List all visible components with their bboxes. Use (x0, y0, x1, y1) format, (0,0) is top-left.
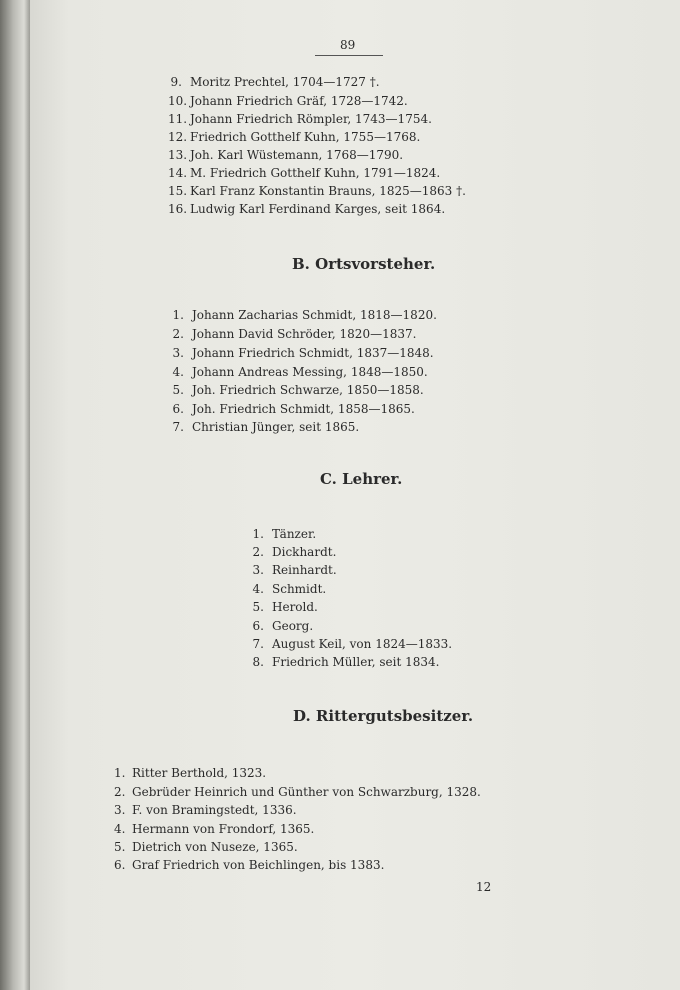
list-item: 7. Christian Jünger, seit 1865. (172, 420, 360, 434)
signature-mark: 12 (476, 880, 492, 894)
book-page (30, 0, 680, 990)
list-item: 15. Karl Franz Konstantin Brauns, 1825—1863 †. (168, 184, 466, 198)
list-item: 1. Ritter Berthold, 1323. (114, 766, 267, 780)
list-item: 13. Joh. Karl Wüstemann, 1768—1790. (168, 148, 404, 162)
list-item: 4. Johann Andreas Messing, 1848—1850. (172, 365, 428, 379)
list-item: 16. Ludwig Karl Ferdinand Karges, seit 1864. (168, 202, 446, 216)
list-item: 4. Hermann von Frondorf, 1365. (114, 822, 315, 836)
list-item: 10. Johann Friedrich Gräf, 1728—1742. (168, 94, 408, 108)
list-item: 2. Johann David Schröder, 1820—1837. (172, 327, 417, 341)
list-item: 2. Dickhardt. (252, 545, 337, 559)
section-b-heading: B. Ortsvorsteher. (292, 255, 436, 273)
list-item: 1. Johann Zacharias Schmidt, 1818—1820. (172, 308, 437, 322)
list-item: 3. F. von Bramingstedt, 1336. (114, 803, 297, 817)
list-item: 11. Johann Friedrich Römpler, 1743—1754. (168, 112, 432, 126)
list-item: 9. Moritz Prechtel, 1704—1727 †. (170, 75, 380, 89)
list-item: 8. Friedrich Müller, seit 1834. (252, 655, 440, 669)
section-c-heading: C. Lehrer. (320, 470, 403, 488)
list-item: 5. Herold. (252, 600, 318, 614)
list-item: 6. Joh. Friedrich Schmidt, 1858—1865. (172, 402, 415, 416)
list-item: 6. Georg. (252, 619, 314, 633)
list-item: 2. Gebrüder Heinrich und Günther von Schwarzburg, 1328. (114, 785, 481, 799)
facing-page-edge (0, 0, 30, 990)
page-number: 89 (340, 38, 356, 52)
list-item: 14. M. Friedrich Gotthelf Kuhn, 1791—1824. (168, 166, 441, 180)
list-item: 7. August Keil, von 1824—1833. (252, 637, 453, 651)
list-item: 3. Johann Friedrich Schmidt, 1837—1848. (172, 346, 434, 360)
list-item: 6. Graf Friedrich von Beichlingen, bis 1383. (114, 858, 385, 872)
list-item: 3. Reinhardt. (252, 563, 337, 577)
list-item: 4. Schmidt. (252, 582, 327, 596)
section-d-heading: D. Rittergutsbesitzer. (293, 707, 474, 725)
header-rule (315, 55, 383, 56)
list-item: 5. Joh. Friedrich Schwarze, 1850—1858. (172, 383, 424, 397)
list-item: 5. Dietrich von Nuseze, 1365. (114, 840, 298, 854)
list-item: 1. Tänzer. (252, 527, 317, 541)
list-item: 12. Friedrich Gotthelf Kuhn, 1755—1768. (168, 130, 421, 144)
